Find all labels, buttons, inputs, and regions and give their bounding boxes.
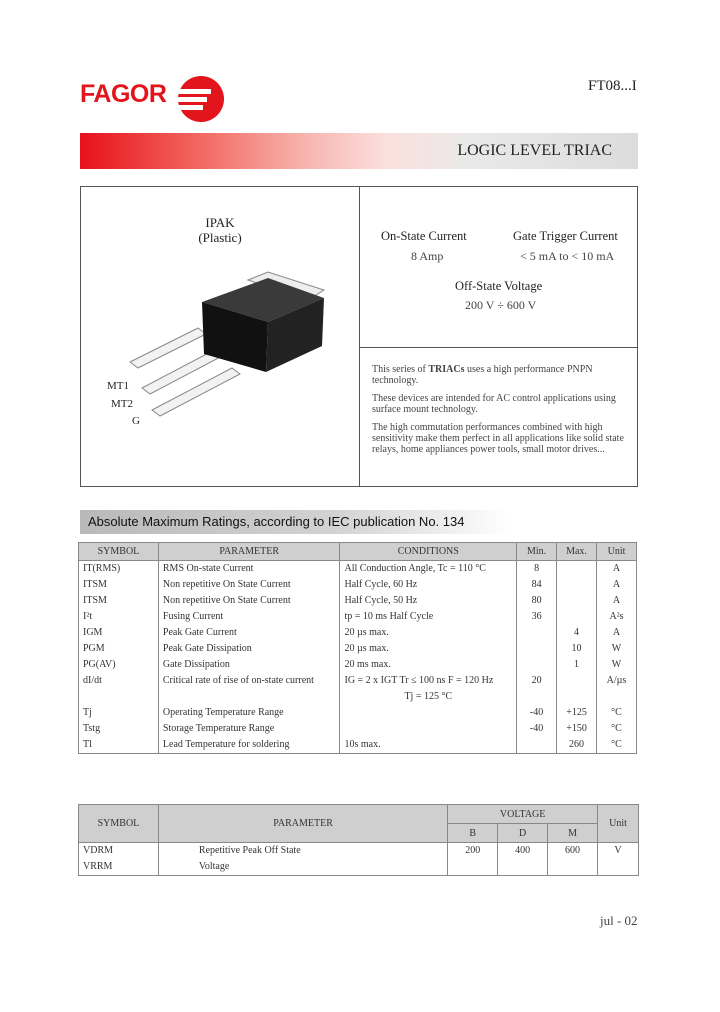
cell-min: -40	[517, 721, 557, 737]
voltage-table	[78, 804, 639, 876]
table-header-row	[79, 543, 637, 561]
column-header: SYMBOL	[79, 805, 159, 843]
cell-symbol: dI/dt	[79, 673, 159, 705]
cell-min: -40	[517, 705, 557, 721]
table-row	[79, 625, 637, 641]
column-header: CONDITIONS	[340, 543, 517, 561]
cell-conditions: Half Cycle, 60 Hz	[340, 577, 517, 593]
column-header: PARAMETER	[158, 543, 340, 561]
footer-date: jul - 02	[600, 913, 638, 928]
column-header: Unit	[597, 543, 637, 561]
table-row	[79, 843, 639, 876]
table-row	[79, 721, 637, 737]
table-row	[79, 737, 637, 754]
column-header: Max.	[557, 543, 597, 561]
cell-min: 84	[517, 577, 557, 593]
package-label	[150, 215, 290, 245]
cell-unit: A/µs	[597, 673, 637, 705]
pin-label-g: G	[132, 415, 140, 427]
cell-symbol: I²t	[79, 609, 159, 625]
off-state-voltage-value: 200 V ÷ 600 V	[465, 298, 537, 312]
cell-min: 8	[517, 561, 557, 578]
cell-min	[517, 625, 557, 641]
cell-max: 4	[557, 625, 597, 641]
cell-parameter: Critical rate of rise of on-state current	[158, 673, 340, 705]
cell-unit: V	[597, 843, 638, 876]
column-header: Unit	[597, 805, 638, 843]
pin-label-mt1: MT1	[107, 380, 129, 392]
condition-line: IG = 2 x IGT Tr ≤ 100 ns F = 120 Hz	[344, 675, 494, 686]
cell-symbol: ITSM	[79, 577, 159, 593]
cell-parameter: Non repetitive On State Current	[158, 593, 340, 609]
cell-parameter: Lead Temperature for soldering	[158, 737, 340, 754]
cell-max	[557, 673, 597, 705]
table-row	[79, 593, 637, 609]
description-paragraph: This series of TRIACs uses a high performance PNPN technology.	[372, 364, 593, 386]
cell-parameter: Gate Dissipation	[158, 657, 340, 673]
cell-min: 36	[517, 609, 557, 625]
section-bar	[80, 510, 510, 534]
grade-header: B	[448, 824, 498, 843]
description-paragraph: These devices are intended for AC control applications using surface mount technology.	[372, 393, 616, 415]
cell-voltage-b: 200	[448, 843, 498, 876]
divider	[359, 186, 360, 487]
table-row	[79, 561, 637, 578]
cell-conditions	[340, 721, 517, 737]
fagor-logo-icon	[177, 75, 225, 123]
cell-symbol: PG(AV)	[79, 657, 159, 673]
description	[372, 364, 627, 462]
table-row	[79, 641, 637, 657]
table-row	[79, 673, 637, 705]
symbol-line: VRRM	[83, 861, 113, 872]
cell-parameter: Storage Temperature Range	[158, 721, 340, 737]
condition-line: Tj = 125 °C	[404, 691, 453, 702]
cell-conditions: 20 ms max.	[340, 657, 517, 673]
cell-conditions: Half Cycle, 50 Hz	[340, 593, 517, 609]
grade-header: D	[498, 824, 548, 843]
cell-unit: °C	[597, 721, 637, 737]
off-state-voltage-label: Off-State Voltage	[455, 279, 543, 293]
cell-parameter: Peak Gate Current	[158, 625, 340, 641]
cell-unit: A	[597, 625, 637, 641]
cell-symbol: PGM	[79, 641, 159, 657]
cell-conditions	[340, 705, 517, 721]
cell-conditions	[340, 673, 517, 705]
table-row	[79, 657, 637, 673]
package-name: IPAK	[205, 215, 235, 230]
cell-symbol: IT(RMS)	[79, 561, 159, 578]
cell-min	[517, 641, 557, 657]
cell-symbol: Tstg	[79, 721, 159, 737]
package-type: (Plastic)	[198, 230, 242, 245]
cell-parameter	[158, 843, 447, 876]
cell-max: 10	[557, 641, 597, 657]
cell-conditions: 20 µs max.	[340, 625, 517, 641]
cell-voltage-d: 400	[498, 843, 548, 876]
cell-symbol: IGM	[79, 625, 159, 641]
cell-parameter: Non repetitive On State Current	[158, 577, 340, 593]
cell-max: +125	[557, 705, 597, 721]
description-paragraph: The high commutation performances combined with high sensitivity make them perfect in all applications like solid state relays, home appliances power tools, small motor drives...	[372, 422, 624, 455]
column-header: SYMBOL	[79, 543, 159, 561]
cell-symbol: Tl	[79, 737, 159, 754]
grade-header: M	[548, 824, 598, 843]
cell-min	[517, 657, 557, 673]
cell-parameter: Operating Temperature Range	[158, 705, 340, 721]
on-state-current-value: 8 Amp	[411, 249, 444, 263]
cell-unit: °C	[597, 737, 637, 754]
page-title: LOGIC LEVEL TRIAC	[457, 142, 612, 159]
cell-min: 20	[517, 673, 557, 705]
cell-max	[557, 593, 597, 609]
column-header: VOLTAGE	[448, 805, 598, 824]
cell-symbol	[79, 843, 159, 876]
section-title: Absolute Maximum Ratings, according to IEC publication No. 134	[88, 514, 465, 529]
cell-min	[517, 737, 557, 754]
cell-max: 1	[557, 657, 597, 673]
cell-unit: W	[597, 641, 637, 657]
table-row	[79, 705, 637, 721]
column-header: PARAMETER	[158, 805, 447, 843]
table-header-row	[79, 805, 639, 824]
ratings-table	[78, 542, 637, 754]
cell-max	[557, 561, 597, 578]
cell-max: +150	[557, 721, 597, 737]
table-row	[79, 609, 637, 625]
cell-parameter: Peak Gate Dissipation	[158, 641, 340, 657]
cell-unit: A²s	[597, 609, 637, 625]
cell-conditions: tp = 10 ms Half Cycle	[340, 609, 517, 625]
symbol-line: VDRM	[83, 845, 114, 856]
title-banner	[80, 133, 638, 169]
parameter-line: Repetitive Peak Off State	[198, 845, 301, 856]
cell-max	[557, 609, 597, 625]
cell-min: 80	[517, 593, 557, 609]
cell-voltage-m: 600	[548, 843, 598, 876]
parameter-line: Voltage	[198, 861, 230, 872]
gate-trigger-current-value: < 5 mA to < 10 mA	[520, 249, 615, 263]
table-row	[79, 577, 637, 593]
cell-conditions: 20 µs max.	[340, 641, 517, 657]
cell-unit: A	[597, 561, 637, 578]
gate-trigger-current-label: Gate Trigger Current	[513, 229, 618, 243]
cell-unit: °C	[597, 705, 637, 721]
cell-parameter: Fusing Current	[158, 609, 340, 625]
pin-label-mt2: MT2	[111, 398, 133, 410]
cell-unit: A	[597, 577, 637, 593]
ipak-package-icon	[128, 270, 328, 420]
cell-max: 260	[557, 737, 597, 754]
cell-symbol: Tj	[79, 705, 159, 721]
cell-unit: A	[597, 593, 637, 609]
on-state-current-label: On-State Current	[381, 229, 467, 243]
cell-conditions: 10s max.	[340, 737, 517, 754]
cell-max	[557, 577, 597, 593]
column-header: Min.	[517, 543, 557, 561]
cell-symbol: ITSM	[79, 593, 159, 609]
brand-logo-text: FAGOR	[80, 80, 167, 108]
cell-conditions: All Conduction Angle, Tc = 110 °C	[340, 561, 517, 578]
part-number: FT08...I	[588, 78, 637, 94]
cell-unit: W	[597, 657, 637, 673]
divider	[359, 347, 638, 348]
cell-parameter: RMS On-state Current	[158, 561, 340, 578]
